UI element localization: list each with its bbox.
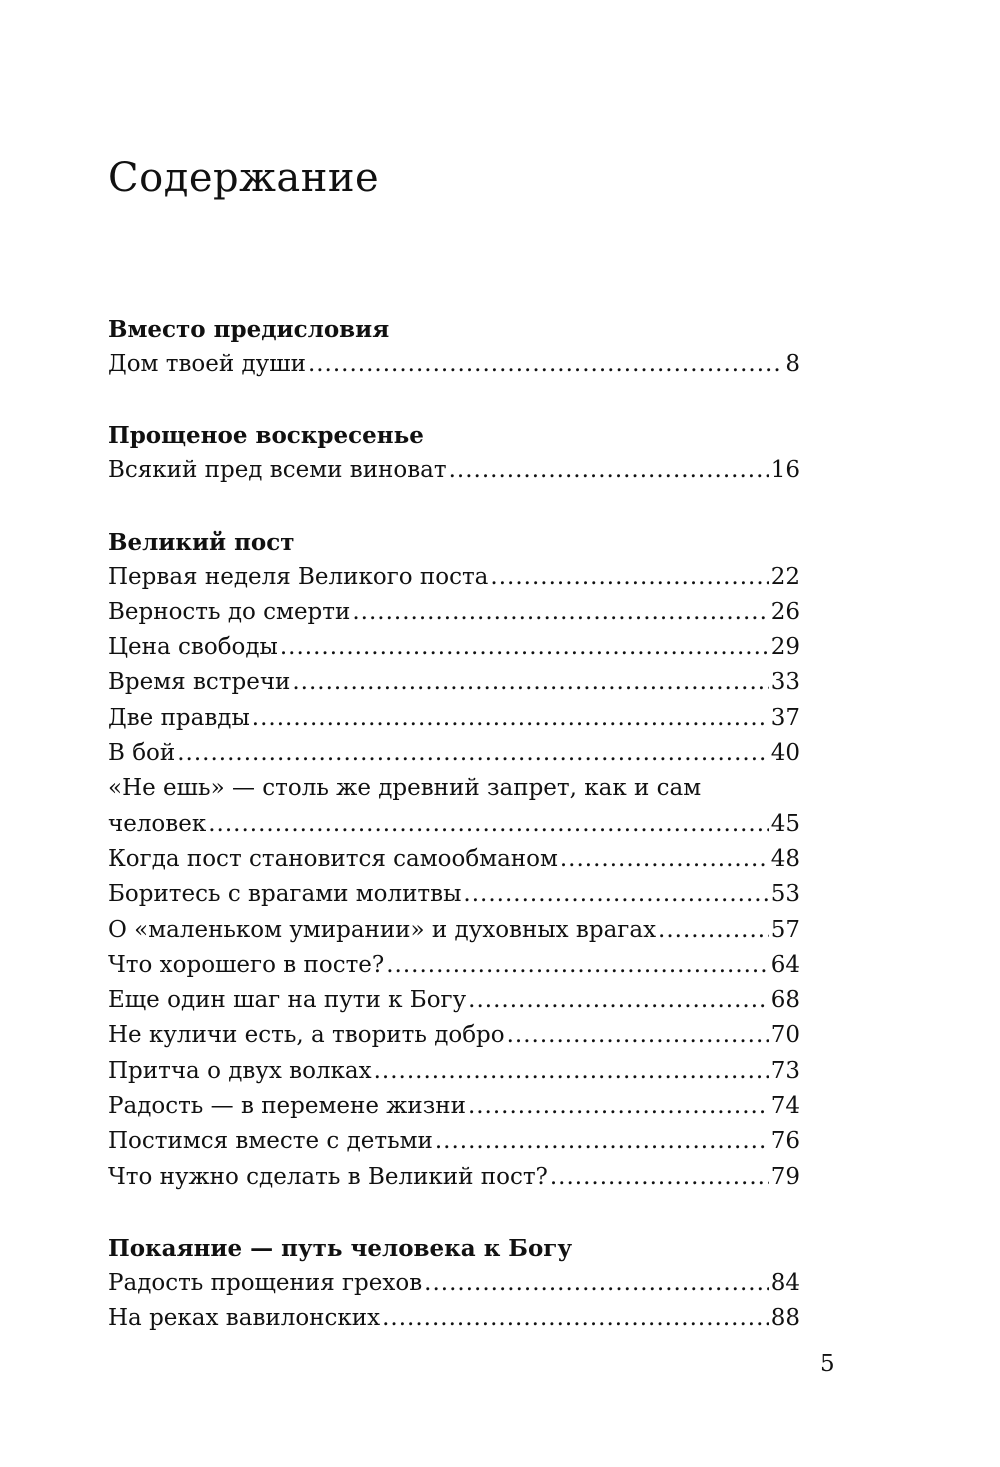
entry-title: Две правды <box>108 704 250 731</box>
entry-title-line-2 <box>108 807 800 842</box>
entry-page-number: 33 <box>770 669 800 696</box>
toc-entry[interactable] <box>108 560 800 595</box>
dot-leader <box>435 1124 769 1159</box>
toc-section-great-lent <box>108 525 800 1195</box>
entry-title: Боритесь с врагами молитвы <box>108 881 462 908</box>
dot-leader <box>463 877 768 912</box>
entry-title-line-1: «Не ешь» — столь же древний запрет, как и сам <box>108 775 702 802</box>
entry-title: человек <box>108 810 207 837</box>
entry-title: Радость прощения грехов <box>108 1269 423 1296</box>
entry-page-number: 29 <box>770 634 800 661</box>
entry-page-number: 22 <box>770 563 800 590</box>
entry-page-number: 70 <box>770 1022 800 1049</box>
toc-entry[interactable] <box>108 948 800 983</box>
entry-title: Цена свободы <box>108 634 278 661</box>
entry-page-number: 48 <box>770 845 800 872</box>
entry-page-number: 26 <box>770 598 800 625</box>
dot-leader <box>177 736 768 771</box>
dot-leader <box>424 1266 769 1301</box>
toc-entry[interactable] <box>108 913 800 948</box>
dot-leader <box>658 913 769 948</box>
dot-leader <box>308 347 783 382</box>
toc-entry[interactable] <box>108 630 800 665</box>
toc-entry-multiline[interactable] <box>108 771 800 842</box>
dot-leader <box>386 948 768 983</box>
dot-leader <box>560 842 769 877</box>
entry-title: Что хорошего в посте? <box>108 951 385 978</box>
toc-entry[interactable] <box>108 842 800 877</box>
entry-page-number: 73 <box>770 1057 800 1084</box>
entry-page-number: 74 <box>770 1093 800 1120</box>
entry-title: Время встречи <box>108 669 291 696</box>
toc-entry[interactable] <box>108 701 800 736</box>
toc-entry[interactable] <box>108 1301 800 1336</box>
entry-title: На реках вавилонских <box>108 1305 381 1332</box>
page-number: 5 <box>820 1351 835 1377</box>
toc-entry[interactable] <box>108 1089 800 1124</box>
entry-page-number: 53 <box>770 881 800 908</box>
entry-page-number: 40 <box>770 740 800 767</box>
toc-entry[interactable] <box>108 453 800 488</box>
entry-page-number: 88 <box>770 1305 800 1332</box>
entry-page-number: 68 <box>770 987 800 1014</box>
entry-page-number: 45 <box>770 810 800 837</box>
entry-title: Постимся вместе с детьми <box>108 1128 433 1155</box>
toc-entry[interactable] <box>108 877 800 912</box>
toc-entry[interactable] <box>108 1054 800 1089</box>
toc-entry[interactable] <box>108 1266 800 1301</box>
dot-leader <box>352 595 768 630</box>
toc-section-forgiveness-sunday <box>108 418 800 488</box>
entry-title: Первая неделя Великого поста <box>108 563 489 590</box>
table-of-contents <box>108 312 800 1337</box>
entry-title: Всякий пред всеми виноват <box>108 457 447 484</box>
entry-title: О «маленьком умирании» и духовных врагах <box>108 916 657 943</box>
entry-title: Не куличи есть, а творить добро <box>108 1022 505 1049</box>
toc-entry[interactable] <box>108 1124 800 1159</box>
dot-leader <box>382 1301 769 1336</box>
entry-title: Притча о двух волках <box>108 1057 372 1084</box>
dot-leader <box>468 983 769 1018</box>
entry-page-number: 79 <box>770 1163 800 1190</box>
toc-section-foreword <box>108 312 800 382</box>
toc-entry[interactable] <box>108 595 800 630</box>
toc-entry[interactable] <box>108 347 800 382</box>
dot-leader <box>292 665 768 700</box>
section-title: Вместо предисловия <box>108 316 390 343</box>
toc-entry[interactable] <box>108 1018 800 1053</box>
entry-title: Когда пост становится самообманом <box>108 845 558 872</box>
dot-leader <box>550 1160 769 1195</box>
dot-leader <box>208 807 769 842</box>
dot-leader <box>280 630 769 665</box>
dot-leader <box>449 453 769 488</box>
toc-entry[interactable] <box>108 983 800 1018</box>
page-title: Содержание <box>108 155 380 201</box>
entry-page-number: 37 <box>770 704 800 731</box>
entry-title: Еще один шаг на пути к Богу <box>108 987 467 1014</box>
entry-page-number: 57 <box>770 916 800 943</box>
entry-title: Что нужно сделать в Великий пост? <box>108 1163 548 1190</box>
entry-title: Дом твоей души <box>108 351 306 377</box>
section-title: Покаяние — путь человека к Богу <box>108 1234 573 1262</box>
entry-page-number: 64 <box>770 951 800 978</box>
dot-leader <box>490 560 768 595</box>
dot-leader <box>507 1018 769 1053</box>
toc-section-repentance <box>108 1231 800 1337</box>
entry-title: Верность до смерти <box>108 598 351 625</box>
entry-title: В бой <box>108 740 176 767</box>
dot-leader <box>252 701 769 736</box>
toc-entry[interactable] <box>108 1160 800 1195</box>
dot-leader <box>374 1054 769 1089</box>
entry-title: Радость — в перемене жизни <box>108 1093 466 1120</box>
toc-entry[interactable] <box>108 665 800 700</box>
section-title: Великий пост <box>108 528 295 556</box>
toc-entry[interactable] <box>108 736 800 771</box>
section-title: Прощеное воскресенье <box>108 422 424 450</box>
entry-page-number: 16 <box>770 457 800 484</box>
entry-page-number: 8 <box>785 351 800 377</box>
dot-leader <box>468 1089 769 1124</box>
entry-page-number: 84 <box>770 1269 800 1296</box>
entry-page-number: 76 <box>770 1128 800 1155</box>
